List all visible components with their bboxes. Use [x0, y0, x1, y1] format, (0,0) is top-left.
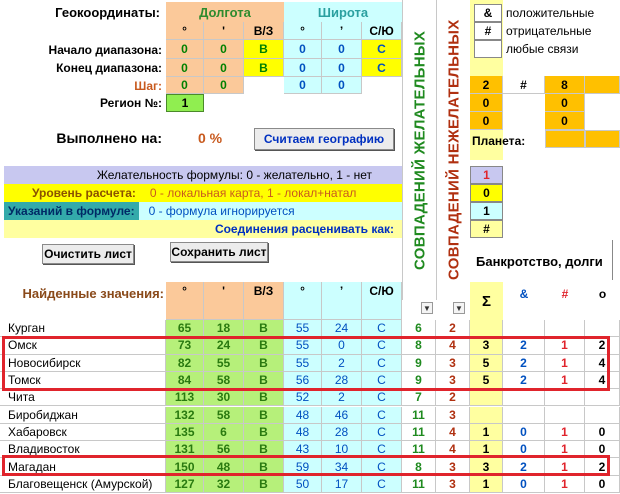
cell-city[interactable]: Новосибирск — [0, 355, 166, 372]
table-row[interactable] — [0, 476, 620, 493]
cell-lat-min[interactable]: 28 — [322, 372, 362, 389]
cell-bad[interactable]: 2 — [436, 320, 470, 337]
cell-good[interactable]: 9 — [402, 372, 436, 389]
lon-header: Долгота — [166, 2, 284, 22]
legend-positive: положительные — [506, 6, 595, 20]
cell-lat-dir[interactable]: С — [362, 389, 402, 406]
cell-lon-deg[interactable]: 150 — [166, 458, 204, 475]
cell-sum[interactable]: 3 — [470, 458, 503, 475]
cell-lon-min[interactable]: 55 — [204, 355, 244, 372]
start-lat-deg[interactable]: 0 — [284, 40, 322, 59]
cell-o[interactable] — [585, 407, 620, 424]
cell-lat-deg[interactable]: 56 — [284, 372, 322, 389]
cell-lat-deg[interactable]: 48 — [284, 424, 322, 441]
cell-good[interactable]: 8 — [402, 337, 436, 354]
cell-lon-min[interactable]: 58 — [204, 372, 244, 389]
cell-sum[interactable]: 5 — [470, 372, 503, 389]
cell-lat-min[interactable]: 2 — [322, 389, 362, 406]
cell-sum[interactable]: 1 — [470, 424, 503, 441]
found-label: Найденные значения: — [22, 285, 164, 301]
cell-lon-deg[interactable]: 113 — [166, 389, 204, 406]
cell-good[interactable]: 11 — [402, 441, 436, 458]
cell-amp[interactable] — [503, 389, 545, 406]
end-lat-dir[interactable]: С — [362, 59, 402, 77]
cell-good[interactable]: 6 — [402, 320, 436, 337]
start-lon-dir[interactable]: В — [244, 40, 284, 59]
cell-bad[interactable]: 4 — [436, 441, 470, 458]
cell-lon-min[interactable]: 30 — [204, 389, 244, 406]
cell-hash[interactable]: 1 — [545, 355, 585, 372]
cell-lat-min[interactable]: 0 — [322, 337, 362, 354]
input-pointed[interactable]: 1 — [470, 202, 503, 220]
cell-o[interactable]: 2 — [585, 337, 620, 354]
cell-hash[interactable] — [545, 407, 585, 424]
cell-bad[interactable]: 4 — [436, 337, 470, 354]
cell-lon-deg[interactable]: 135 — [166, 424, 204, 441]
table-row[interactable] — [0, 389, 620, 406]
cell-lat-dir[interactable]: С — [362, 476, 402, 493]
cell-sum[interactable] — [470, 407, 503, 424]
cell-lon-dir[interactable]: В — [244, 389, 284, 406]
highlight-omsk-tomsk — [2, 336, 610, 391]
planet-label: Планета: — [472, 134, 526, 148]
cell-lat-deg[interactable]: 59 — [284, 458, 322, 475]
cell-lat-dir[interactable]: С — [362, 441, 402, 458]
step-lat-deg[interactable]: 0 — [284, 77, 322, 94]
cell-city[interactable]: Хабаровск — [0, 424, 166, 441]
table-row[interactable] — [0, 407, 620, 424]
rg-r1-c[interactable]: 8 — [545, 76, 585, 94]
cell-city[interactable]: Благовещенск (Амурской) — [0, 476, 166, 493]
legend-negative: отрицательные — [506, 24, 592, 38]
rg-r2-c[interactable]: 0 — [545, 94, 585, 112]
cell-hash[interactable]: 1 — [545, 441, 585, 458]
start-label: Начало диапазона: — [48, 42, 162, 57]
done-value: 0 % — [197, 130, 223, 146]
end-lon-deg[interactable]: 0 — [166, 59, 204, 77]
cell-lon-dir[interactable]: В — [244, 458, 284, 475]
found-col-lat-min: ’ — [322, 282, 362, 320]
cell-amp[interactable]: 0 — [503, 424, 545, 441]
cell-lat-min[interactable]: 34 — [322, 458, 362, 475]
input-level[interactable]: 0 — [470, 184, 503, 202]
done-label: Выполнено на: — [56, 130, 162, 146]
cell-hash[interactable] — [545, 320, 585, 337]
cell-lat-dir[interactable]: С — [362, 337, 402, 354]
cell-lat-dir[interactable]: С — [362, 372, 402, 389]
cell-lon-min[interactable]: 6 — [204, 424, 244, 441]
cell-city[interactable]: Омск — [0, 337, 166, 354]
cell-lon-dir[interactable]: В — [244, 355, 284, 372]
input-desire[interactable]: 1 — [470, 166, 503, 184]
level-text: 0 - локальная карта, 1 - локал+натал — [149, 186, 357, 200]
cell-lat-dir[interactable]: С — [362, 458, 402, 475]
cell-city[interactable]: Биробиджан — [0, 407, 166, 424]
cell-lon-min[interactable]: 56 — [204, 441, 244, 458]
cell-bad[interactable]: 3 — [436, 355, 470, 372]
input-connections[interactable]: # — [470, 220, 503, 238]
cell-lon-dir[interactable]: В — [244, 476, 284, 493]
cell-city[interactable]: Томск — [0, 372, 166, 389]
cell-lon-dir[interactable]: В — [244, 320, 284, 337]
cell-lat-deg[interactable]: 43 — [284, 441, 322, 458]
col-lat-min: ’ — [322, 22, 362, 40]
cell-lon-dir[interactable]: В — [244, 372, 284, 389]
col-head-sigma: Σ — [470, 282, 503, 320]
filter-dropdown-undesired[interactable]: ▼ — [453, 302, 465, 314]
desired-vertical-text: СОВПАДЕНИЙ ЖЕЛАТЕЛЬНЫХ — [411, 30, 429, 270]
cell-city[interactable]: Магадан — [0, 458, 166, 475]
cell-lon-dir[interactable]: В — [244, 441, 284, 458]
col-head-o: о — [598, 287, 607, 301]
col-head-hash: # — [561, 287, 569, 301]
cell-lat-min[interactable]: 17 — [322, 476, 362, 493]
cell-o[interactable]: 0 — [585, 441, 620, 458]
found-col-lat-deg: ° — [284, 282, 322, 320]
rg-r3-c[interactable]: 0 — [545, 112, 585, 130]
cell-o[interactable] — [585, 389, 620, 406]
end-lon-min[interactable]: 0 — [204, 59, 244, 77]
cell-bad[interactable]: 4 — [436, 424, 470, 441]
cell-sum[interactable]: 1 — [470, 476, 503, 493]
cell-o[interactable]: 4 — [585, 355, 620, 372]
pointed-row — [4, 202, 402, 220]
step-label: Шаг: — [134, 78, 162, 93]
end-lat-deg[interactable]: 0 — [284, 59, 322, 77]
legend-sym-amp: & — [474, 4, 502, 22]
pointed-label: Указаний в формуле: — [4, 202, 139, 220]
cell-sum[interactable] — [470, 389, 503, 406]
cell-sum[interactable]: 1 — [470, 441, 503, 458]
end-label: Конец диапазона: — [56, 61, 162, 75]
filter-dropdown-desired[interactable]: ▼ — [421, 302, 433, 314]
cell-hash[interactable]: 1 — [545, 372, 585, 389]
step-lon-deg[interactable]: 0 — [166, 77, 204, 94]
col-lon-deg: ° — [166, 22, 204, 40]
cell-lat-min[interactable]: 10 — [322, 441, 362, 458]
cell-lat-deg[interactable]: 48 — [284, 407, 322, 424]
cell-lon-deg[interactable]: 82 — [166, 355, 204, 372]
legend-sym-empty — [474, 40, 502, 58]
planet-cells-2[interactable] — [585, 130, 620, 148]
cell-lon-min[interactable]: 58 — [204, 407, 244, 424]
cell-lon-deg[interactable]: 127 — [166, 476, 204, 493]
cell-o[interactable] — [585, 320, 620, 337]
col-head-amp: & — [519, 287, 529, 301]
legend-sym-hash: # — [474, 22, 502, 40]
cell-lat-deg[interactable]: 55 — [284, 320, 322, 337]
cell-lat-min[interactable]: 46 — [322, 407, 362, 424]
rg-r1-b[interactable]: # — [503, 76, 545, 94]
lat-header: Широта — [284, 2, 402, 22]
start-lat-dir[interactable]: С — [362, 40, 402, 59]
cell-amp[interactable]: 2 — [503, 458, 545, 475]
cell-lon-min[interactable]: 18 — [204, 320, 244, 337]
save-sheet-button[interactable]: Сохранить лист — [170, 242, 268, 262]
planet-cells[interactable] — [545, 130, 585, 148]
cell-lon-deg[interactable]: 131 — [166, 441, 204, 458]
cell-lon-dir[interactable]: В — [244, 424, 284, 441]
cell-hash[interactable]: 1 — [545, 458, 585, 475]
cell-amp[interactable]: 2 — [503, 372, 545, 389]
col-lat-dir: С/Ю — [362, 22, 402, 40]
pointed-text: 0 - формула игнорируется — [148, 204, 295, 218]
found-col-lon-min: ' — [204, 282, 244, 320]
cell-lat-deg[interactable]: 55 — [284, 337, 322, 354]
cell-city[interactable]: Курган — [0, 320, 166, 337]
cell-lon-deg[interactable]: 132 — [166, 407, 204, 424]
cell-lat-dir[interactable]: С — [362, 407, 402, 424]
cell-o[interactable]: 2 — [585, 458, 620, 475]
undesired-vertical-text: СОВПАДЕНИЙ НЕЖЕЛАТЕЛЬНЫХ — [445, 19, 463, 281]
bankruptcy-header: Банкротство, долги — [476, 253, 603, 269]
cell-hash[interactable]: 1 — [545, 476, 585, 493]
cell-good[interactable]: 8 — [402, 458, 436, 475]
start-lon-min[interactable]: 0 — [204, 40, 244, 59]
end-lat-min[interactable]: 0 — [322, 59, 362, 77]
found-col-lon-deg: ° — [166, 282, 204, 320]
start-lon-deg[interactable]: 0 — [166, 40, 204, 59]
cell-amp[interactable] — [503, 320, 545, 337]
cell-bad[interactable]: 2 — [436, 389, 470, 406]
cell-bad[interactable]: 3 — [436, 476, 470, 493]
table-row[interactable] — [0, 320, 620, 337]
undesired-col-header — [436, 0, 470, 300]
found-col-lon-dir: В/З — [244, 282, 284, 320]
cell-lat-deg[interactable]: 55 — [284, 355, 322, 372]
cell-o[interactable]: 4 — [585, 372, 620, 389]
legend-any: любые связи — [506, 42, 579, 56]
step-lat-min[interactable]: 0 — [322, 77, 362, 94]
cell-hash[interactable]: 1 — [545, 424, 585, 441]
cell-city[interactable]: Владивосток — [0, 441, 166, 458]
cell-lat-min[interactable]: 2 — [322, 355, 362, 372]
connections-label: Соединения расценивать как: — [4, 220, 402, 238]
cell-amp[interactable]: 0 — [503, 476, 545, 493]
col-lon-min: ' — [204, 22, 244, 40]
cell-lon-deg[interactable]: 84 — [166, 372, 204, 389]
calc-geography-button[interactable]: Считаем географию — [254, 128, 394, 150]
cell-sum[interactable]: 5 — [470, 355, 503, 372]
cell-hash[interactable] — [545, 389, 585, 406]
cell-amp[interactable]: 2 — [503, 355, 545, 372]
desired-col-header — [402, 0, 436, 300]
rg-r1-a[interactable]: 2 — [470, 76, 503, 94]
cell-lat-min[interactable]: 28 — [322, 424, 362, 441]
cell-lon-deg[interactable]: 73 — [166, 337, 204, 354]
cell-lat-dir[interactable]: С — [362, 320, 402, 337]
level-row — [4, 184, 402, 202]
region-input[interactable]: 1 — [166, 94, 204, 112]
cell-lon-min[interactable]: 32 — [204, 476, 244, 493]
cell-city[interactable]: Чита — [0, 389, 166, 406]
rg-r2-a[interactable]: 0 — [470, 94, 503, 112]
end-lon-dir[interactable]: В — [244, 59, 284, 77]
cell-lon-min[interactable]: 48 — [204, 458, 244, 475]
cell-lon-deg[interactable]: 65 — [166, 320, 204, 337]
cell-good[interactable]: 11 — [402, 407, 436, 424]
cell-lat-deg[interactable]: 50 — [284, 476, 322, 493]
cell-bad[interactable]: 3 — [436, 372, 470, 389]
cell-lat-deg[interactable]: 52 — [284, 389, 322, 406]
cell-lat-min[interactable]: 24 — [322, 320, 362, 337]
cell-sum[interactable]: 3 — [470, 337, 503, 354]
cell-o[interactable]: 0 — [585, 476, 620, 493]
cell-lat-dir[interactable]: С — [362, 424, 402, 441]
start-lat-min[interactable]: 0 — [322, 40, 362, 59]
clear-sheet-button[interactable]: Очистить лист — [42, 244, 134, 264]
far-right-strip — [612, 240, 620, 280]
cell-good[interactable]: 11 — [402, 424, 436, 441]
cell-lon-min[interactable]: 24 — [204, 337, 244, 354]
cell-lat-dir[interactable]: С — [362, 355, 402, 372]
col-lon-dir: В/З — [244, 22, 284, 40]
cell-amp[interactable]: 2 — [503, 337, 545, 354]
cell-good[interactable]: 9 — [402, 355, 436, 372]
cell-good[interactable]: 11 — [402, 476, 436, 493]
cell-amp[interactable]: 0 — [503, 441, 545, 458]
cell-bad[interactable]: 3 — [436, 407, 470, 424]
cell-hash[interactable]: 1 — [545, 337, 585, 354]
geo-label: Геокоординаты: — [55, 4, 160, 20]
highlight-magadan — [2, 455, 610, 476]
table-row[interactable] — [0, 424, 620, 441]
col-lat-deg: ° — [284, 22, 322, 40]
rg-r3-a[interactable]: 0 — [470, 112, 503, 130]
cell-lon-dir[interactable]: В — [244, 407, 284, 424]
cell-lon-dir[interactable]: В — [244, 337, 284, 354]
cell-o[interactable]: 0 — [585, 424, 620, 441]
cell-good[interactable]: 7 — [402, 389, 436, 406]
step-lon-min[interactable]: 0 — [204, 77, 244, 94]
cell-amp[interactable] — [503, 407, 545, 424]
level-label: Уровень расчета: — [32, 186, 136, 200]
cell-sum[interactable] — [470, 320, 503, 337]
desire-info: Желательность формулы: 0 - желательно, 1 - нет — [4, 166, 402, 184]
region-label: Регион №: — [99, 96, 162, 110]
rg-r1-d — [585, 76, 620, 94]
cell-bad[interactable]: 3 — [436, 458, 470, 475]
found-col-lat-dir: С/Ю — [362, 282, 402, 320]
